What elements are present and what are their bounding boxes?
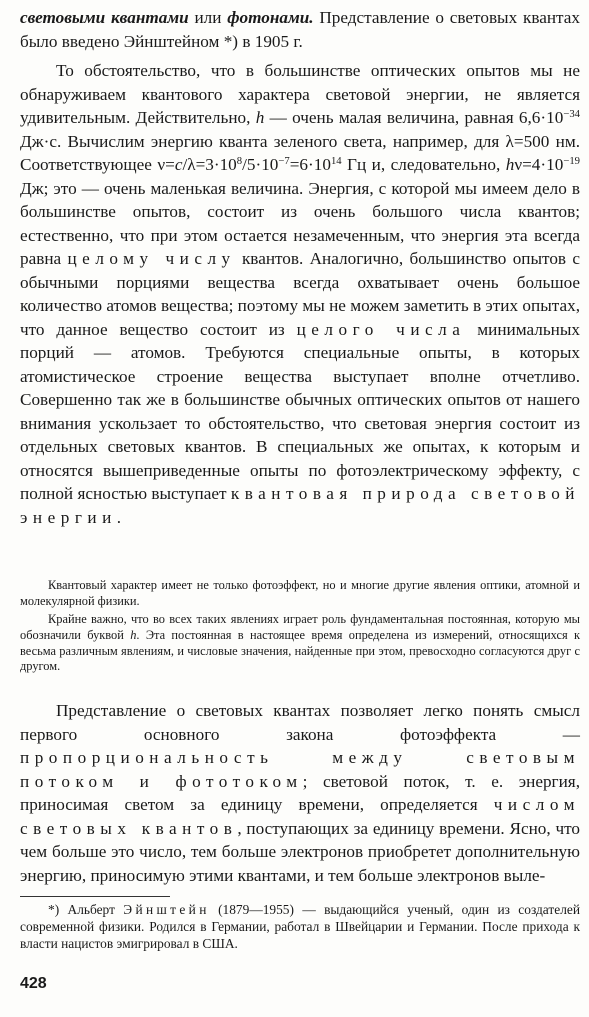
text-fragment: или bbox=[188, 8, 228, 27]
spaced-emphasis: пропорциональность между световым потоком и фототоком bbox=[20, 748, 580, 791]
text-fragment: /5·10 bbox=[242, 155, 279, 174]
planck-symbol: h bbox=[505, 155, 515, 174]
spaced-emphasis: целого числа bbox=[296, 319, 466, 339]
text-fragment: Дж·с. Вычислим энергию кванта зеленого света, например, для λ=500 нм. Соответствующее ν= bbox=[20, 131, 580, 174]
planck-symbol: h bbox=[255, 108, 265, 127]
text-fragment: ; световой поток, т. е. энергия, приносимая светом за единицу времени, определяется bbox=[20, 771, 580, 814]
spaced-emphasis: целому числу bbox=[67, 249, 236, 268]
text-fragment: (1879—1955) — выдающийся ученый, один из создателей современной физики. Родился в Германии, работал в Швейцарии и Германии. После прихода к власти нацистов эмигрировал в США. bbox=[20, 902, 580, 951]
exponent: 8 bbox=[236, 156, 243, 168]
text-fragment: =6·10 bbox=[289, 155, 331, 174]
page-number: 428 bbox=[20, 975, 47, 992]
term-photons: фотонами. bbox=[227, 8, 314, 27]
exponent: −19 bbox=[563, 156, 580, 168]
text-fragment: То обстоятельство, что в большинстве оптических опытов мы не обнаруживаем квантового характера световой энергии, не является удивительным. Действительно, bbox=[20, 61, 580, 127]
text-fragment: минимальных порций — атомов. Требуются специальные опыты, в которых атомистическое строение вещества выступает вполне отчетливо. Совершенно так же в большинстве обычных оптических опытов от нашего внимания ускользает то обстоятельство, что световая энергия состоит из отдельных световых квантов. В специальных же опытах, к которым и относятся вышеприведенные опыты по фотоэлектрическому эффекту, с полной ясностью выступает bbox=[20, 319, 581, 503]
paragraph-continuation bbox=[20, 6, 580, 53]
text-fragment: Представление о световых квантах позволяет легко понять смысл первого основного закона фотоэффекта — bbox=[20, 701, 580, 744]
planck-symbol: h bbox=[130, 627, 137, 642]
term-light-quanta: световыми квантами bbox=[20, 8, 189, 27]
footnote-mark: *) Альберт bbox=[48, 902, 124, 917]
spaced-emphasis: числом световых квантов bbox=[20, 795, 580, 838]
text-fragment: . Эта постоянная в настоящее время определена из измерений, относящихся к весьма различным явлениям, и числовые значения, найденные при этом, превосходно согласуются друг с другом. bbox=[20, 627, 580, 674]
text-fragment: квантов. Аналогично, большинство опытов с обычными порциями вещества всегда охватывает очень большое количество атомов вещества; поэтому мы не можем заметить в этих опытах, что данное вещество состоит из bbox=[20, 249, 580, 339]
exponent: −34 bbox=[563, 109, 580, 121]
text-fragment: Дж; это — очень маленькая величина. Энергия, с которой мы имеем дело в большинстве опытов, состоит из очень большого числа квантов; естественно, что при этом остается незамеченным, что энергия эта всегда равна bbox=[20, 178, 580, 268]
text-fragment: Крайне важно, что во всех таких явлениях играет роль фундаментальная постоянная, которую мы обозначили буквой bbox=[20, 612, 580, 642]
text-fragment: . bbox=[116, 507, 122, 527]
spaced-emphasis: квантовая природа световой энергии bbox=[20, 484, 580, 527]
exponent: −7 bbox=[278, 156, 290, 168]
text-fragment: Представление о световых квантах было введено Эйнштейном *) в 1905 г. bbox=[20, 8, 580, 51]
paragraph-first-law bbox=[20, 699, 580, 887]
text-fragment: /λ=3·10 bbox=[182, 155, 237, 174]
small-print-paragraph-2 bbox=[20, 612, 580, 675]
text-fragment: , поступающих за единицу времени. Ясно, что чем больше это число, тем больше электронов приобретет дополнительную энергию, приносимую этими квантами, и тем больше электронов выле- bbox=[20, 818, 580, 885]
text-fragment: Гц и, следовательно, bbox=[341, 155, 506, 174]
paragraph-quantum-invisibility bbox=[20, 59, 580, 529]
text-fragment: — очень малая величина, равная 6,6·10 bbox=[264, 108, 564, 127]
exponent: 14 bbox=[330, 156, 342, 168]
speed-of-light-symbol: c bbox=[174, 155, 183, 174]
footnote-name: Эйнштейн bbox=[123, 902, 210, 917]
text-fragment: ν=4·10 bbox=[514, 155, 564, 174]
footnote bbox=[20, 901, 580, 952]
footnote-divider bbox=[20, 896, 170, 897]
small-print-paragraph-1: Квантовый характер имеет не только фотоэффект, но и многие другие явления оптики, атомной и молекулярной физики. bbox=[20, 578, 580, 608]
